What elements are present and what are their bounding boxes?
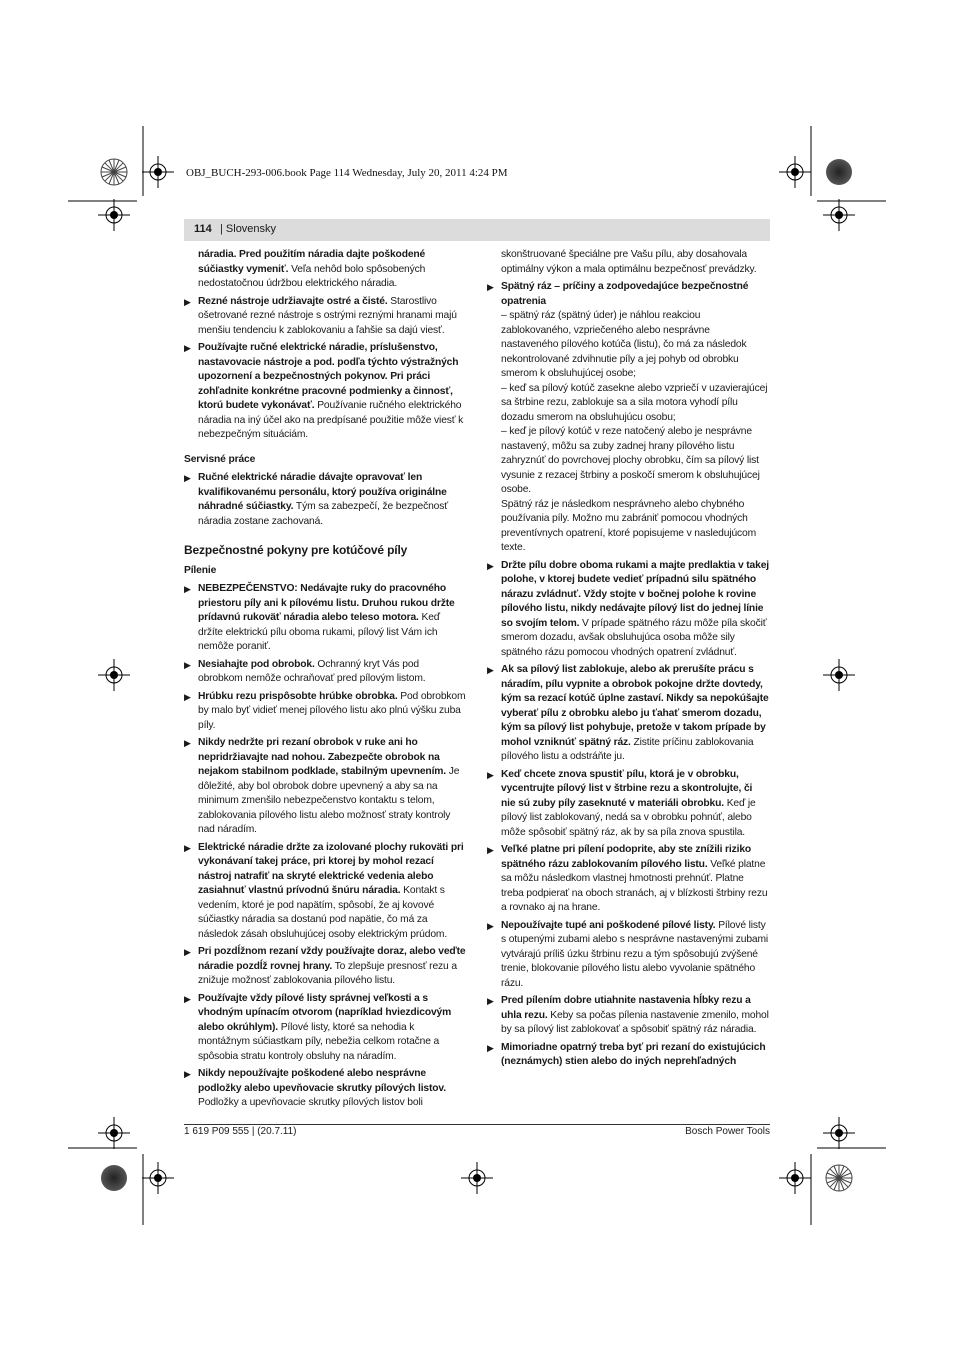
body-text: Tým sa zabezpečí, že bezpečnosť náradia zostane zachovaná. xyxy=(198,501,448,527)
bold-text: Nikdy nepoužívajte poškodené alebo nesprávne podložky alebo upevňovacie skrutky pílových listov. xyxy=(198,1068,446,1094)
list-item xyxy=(184,471,466,529)
triangle-right-icon: ▶ xyxy=(184,343,191,353)
crosshair-registration-mark-icon xyxy=(98,1117,130,1149)
body-text: Starostlivo ošetrované rezné nástroje s ostrými reznými hranami majú menšiu tendenciu k zablokovaniu a ľahšie sa dajú viesť. xyxy=(198,295,457,336)
list-item-kickback xyxy=(487,280,769,556)
triangle-right-icon: ▶ xyxy=(487,1042,494,1053)
triangle-right-icon: ▶ xyxy=(487,920,494,931)
continued-paragraph: skonštruované špeciálne pre Vašu pílu, aby dosahovala optimálny výkon a mala optimálnu bezpečnosť prevádzky. xyxy=(501,249,757,275)
triangle-right-icon: ▶ xyxy=(487,560,494,571)
body-text: Je dôležité, aby bol obrobok dobre upevnený a aby sa na minimum zmenšilo nebezpečenstvo kontaktu s telom, zablokovania pílového listu alebo možnosť straty kontroly nad náradím. xyxy=(198,766,460,835)
bold-text: Hrúbku rezu prispôsobte hrúbke obrobka. xyxy=(198,690,398,702)
bold-text: Ak sa pílový list zablokuje, alebo ak prerušíte prácu s náradím, pílu vypnite a obrobok pokojne držte dovtedy, kým sa rezací kotúč úplne zastaví. Nikdy sa nepokúšajte vyberať pílu z obrobku alebo ju ťahať smerom dozadu, kým sa pílový list pohybuje, pretože v takom prípade by mohol vzniknúť spätný ráz. xyxy=(501,664,769,748)
body-text: Keď držíte elektrickú pílu oboma rukami, pílový list Vám ich nemôže poraniť. xyxy=(198,612,440,652)
bold-text: Pri pozdĺžnom rezaní vždy používajte doraz, alebo veďte náradie pozdĺž rovnej hrany. xyxy=(198,946,466,972)
body-text: Veľa nehôd bolo spôsobených nedostatočnou údržbou elektrického náradia. xyxy=(198,263,426,289)
page-number: 114 xyxy=(194,223,212,235)
list-item xyxy=(487,919,769,992)
subheading-cutting: Pílenie xyxy=(184,564,217,576)
body-text: Kontakt s vedením, ktoré je pod napätím, spôsobí, že aj kovové súčiastky náradia sa dostanú pod napätie, čo má za následok zásah obsluhujúcej osoby elektrickým prúdom. xyxy=(198,885,448,940)
list-item xyxy=(184,341,466,443)
footer-brand: Bosch Power Tools xyxy=(685,1126,770,1137)
triangle-right-icon: ▶ xyxy=(184,738,191,748)
triangle-right-icon: ▶ xyxy=(184,473,191,483)
crosshair-registration-mark-icon xyxy=(779,1162,811,1194)
triangle-right-icon: ▶ xyxy=(184,659,191,670)
footer-doc-number: 1 619 P09 555 | (20.7.11) xyxy=(184,1126,297,1137)
crosshair-registration-mark-icon xyxy=(142,156,174,188)
body-text: Používanie ručného elektrického náradia na iný účel ako na predpísané použitie môže viesť k nebezpečným situáciám. xyxy=(198,400,464,440)
crosshair-registration-mark-icon xyxy=(461,1162,493,1194)
list-item xyxy=(184,1067,466,1111)
bold-text: Keď chcete znova spustiť pílu, ktorá je v obrobku, vycentrujte pílový list v štrbine rezu a skontrolujte, či nie sú zuby píly zaseknuté v materiáli obrobku. xyxy=(501,768,753,809)
bold-text: Pred pílením dobre utiahnite nastavenia hĺbky rezu a uhla rezu. xyxy=(501,995,751,1021)
continued-paragraph xyxy=(184,248,466,292)
bold-text: Mimoriadne opatrný treba byť pri rezaní do existujúcich (neznámych) stien alebo do iných neprehľadných xyxy=(501,1041,766,1067)
body-text: Keď je pílový list zablokovaný, nedá sa v obrobku pohnúť, alebo môže spôsobiť spätný ráz, ak by sa píla znova spustila. xyxy=(501,797,756,838)
crosshair-registration-mark-icon xyxy=(823,659,855,691)
bold-text: NEBEZPEČENSTVO: Nedávajte ruky do pracovného priestoru píly ani k pílovému listu. Druhou rukou držte prídavnú rukoväť náradia alebo teleso motora. xyxy=(198,583,455,623)
section-heading: Bezpečnostné pokyny pre kotúčové píly xyxy=(184,543,408,557)
list-item xyxy=(487,843,769,916)
bold-text: Používajte vždy pílové listy správnej veľkosti a s vhodným upínacím otvorom (napríklad hviezdicovým alebo okrúhlym). xyxy=(198,992,452,1033)
triangle-right-icon: ▶ xyxy=(184,691,191,702)
crosshair-registration-mark-icon xyxy=(98,199,130,231)
bold-text: Rezné nástroje udržiavajte ostré a čisté. xyxy=(198,295,388,307)
list-item xyxy=(184,690,466,734)
starburst-target-icon xyxy=(826,159,852,185)
bold-text: náradia. Pred použitím náradia dajte poškodené súčiastky vymeniť. xyxy=(198,249,426,275)
triangle-right-icon: ▶ xyxy=(184,1069,191,1079)
bold-text: Nikdy nedržte pri rezaní obrobok v ruke ani ho nepridržiavajte nad nohou. Zabezpečte obrobok na nejakom stabilnom podklade, stabilným upevnením. xyxy=(198,737,446,777)
crosshair-registration-mark-icon xyxy=(98,659,130,691)
body-text: Keby sa počas pílenia nastavenie zmenilo, mohol by sa pílový list zablokovať a spôsobiť spätný ráz náradia. xyxy=(501,1009,769,1035)
body-text: Podložky a upevňovacie skrutky pílových listov boli xyxy=(198,1097,423,1108)
body-text: To zlepšuje presnosť rezu a znižuje možnosť zablokovania pílového listu. xyxy=(198,960,457,986)
page-header xyxy=(184,219,770,241)
triangle-right-icon: ▶ xyxy=(487,769,494,780)
body-text: V prípade spätného rázu môže píla skočiť smerom dozadu, avšak obsluhujúca osoba môže sily spätného rázu pomocou vhodných opatrení zvládnuť. xyxy=(501,617,767,658)
triangle-right-icon: ▶ xyxy=(184,993,191,1004)
book-slug: OBJ_BUCH-293-006.book Page 114 Wednesday, July 20, 2011 4:24 PM xyxy=(186,167,508,179)
triangle-right-icon: ▶ xyxy=(184,842,191,853)
bold-text: Nepoužívajte tupé ani poškodené pílové listy. xyxy=(501,919,716,931)
triangle-right-icon: ▶ xyxy=(184,584,191,594)
list-item xyxy=(487,663,769,765)
footer-divider xyxy=(184,1124,770,1125)
triangle-right-icon: ▶ xyxy=(487,996,494,1006)
bold-text: Veľké platne pri pílení podoprite, aby ste znížili riziko spätného rázu zablokovaním pílového listu. xyxy=(501,844,752,870)
triangle-right-icon: ▶ xyxy=(487,282,494,292)
body-text: Veľké platne sa môžu následkom vlastnej hmotnosti prehnúť. Platne treba podpierať na oboch stranách, aj v blízkosti štrbiny rezu a rovnako aj na hrane. xyxy=(501,858,768,913)
triangle-right-icon: ▶ xyxy=(487,845,494,855)
triangle-right-icon: ▶ xyxy=(184,296,191,307)
starburst-target-icon xyxy=(101,159,127,185)
crosshair-registration-mark-icon xyxy=(823,1117,855,1149)
crosshair-registration-mark-icon xyxy=(779,156,811,188)
crosshair-registration-mark-icon xyxy=(142,1162,174,1194)
body-text: Pílové listy s otupenými zubami alebo s nesprávne nastavenými zubami vytvárajú príliš úzku štrbinu rezu a tým spôsobujú zvýšené trenie, blokovanie pílového listu alebo vyvolanie spätného rázu. xyxy=(501,919,769,989)
triangle-right-icon: ▶ xyxy=(487,665,494,675)
body-text: Ochranný kryt Vás pod obrobkom nemôže ochraňovať pred pílovým listom. xyxy=(198,658,426,684)
body-text: Zistite príčinu zablokovania pílového listu a odstráňte ju. xyxy=(501,736,754,762)
list-item xyxy=(184,841,466,943)
bold-text: Elektrické náradie držte za izolované plochy rukoväti pri vykonávaní takej práce, pri ktorej by mohol rezací nástroj natrafiť na skryté elektrické vedenia alebo zasiahnuť vlastnú prívodnú šnúru náradia. xyxy=(198,841,464,896)
crosshair-registration-mark-icon xyxy=(823,199,855,231)
language-label: | Slovensky xyxy=(220,223,277,235)
body-text: Pílové listy, ktoré sa nehodia k montážnym súčiastkam píly, nebežia celkom rotačne a spôsobia stratu kontroly obsluhy na náradím. xyxy=(198,1021,440,1062)
body-text: Pod obrobkom by malo byť vidieť menej pílového listu ako plnú výšku zuba píly. xyxy=(198,690,466,731)
bold-text: Používajte ručné elektrické náradie, príslušenstvo, nastavovacie nástroje a pod. podľa týchto výstražných upozornení a bezpečnostných pokynov. Pri práci zohľadnite konkrétne pracovné podmienky a činnosť, ktorú budete vykonávať. xyxy=(198,342,459,411)
kickback-line: – keď sa pílový kotúč zasekne alebo vzpriečí v uzavierajúcej sa štrbine rezu, zablokuje sa a sila motora vyhodí pílu dozadu smerom na obsluhujúcu osobu; xyxy=(501,382,768,423)
kickback-line: Spätný ráz je následkom nesprávneho alebo chybného používania píly. Možno mu zabrániť pomocou vhodných preventívnych opatrení, ktoré popisujeme v nasledujúcom texte. xyxy=(501,498,757,553)
list-item xyxy=(487,1041,769,1070)
left-column xyxy=(184,248,466,1114)
list-item xyxy=(184,295,466,339)
list-item xyxy=(184,582,466,655)
list-item xyxy=(184,736,466,838)
list-item xyxy=(184,992,466,1065)
list-item xyxy=(487,768,769,841)
kickback-line: – spätný ráz (spätný úder) je náhlou reakciou zablokovaného, vzpriečeného alebo nesprávne nastaveného pílového kotúča (listu), čo má za následok nekontrolované zdvihnutie píly a jej pohyb od obrobku smerom k obsluhujúcej osobe; xyxy=(501,310,747,379)
kickback-line: – keď je pílový kotúč v reze natočený alebo je nesprávne nastavený, môžu sa zuby zadnej hrany pílového listu zahryznúť do povrchovej plochy obrobku, čím sa pílový list vysunie z rezacej štrbiny a poskočí smerom k obsluhujúcej osobe. xyxy=(501,426,760,495)
starburst-target-icon xyxy=(101,1165,127,1191)
triangle-right-icon: ▶ xyxy=(184,947,191,957)
right-column xyxy=(487,248,769,1073)
bold-text: Spätný ráz – príčiny a zodpovedajúce bezpečnostné opatrenia xyxy=(501,281,749,307)
list-item xyxy=(487,559,769,661)
bold-text: Ručné elektrické náradie dávajte opravovať len kvalifikovanému personálu, ktorý používa originálne náhradné súčiastky. xyxy=(198,472,447,512)
list-item xyxy=(487,994,769,1038)
list-item xyxy=(184,658,466,687)
bold-text: Nesiahajte pod obrobok. xyxy=(198,658,315,670)
starburst-target-icon xyxy=(826,1165,852,1191)
subheading-service: Servisné práce xyxy=(184,453,256,465)
bold-text: Držte pílu dobre oboma rukami a majte predlaktia v takej polohe, v ktorej budete vedieť prípadnú silu spätného nárazu zvládnuť. Vždy stojte v bočnej polohe k rovine pílového listu, nikdy nedávajte pílový list do jednej línie so svojím telom. xyxy=(501,559,769,629)
list-item xyxy=(184,945,466,989)
